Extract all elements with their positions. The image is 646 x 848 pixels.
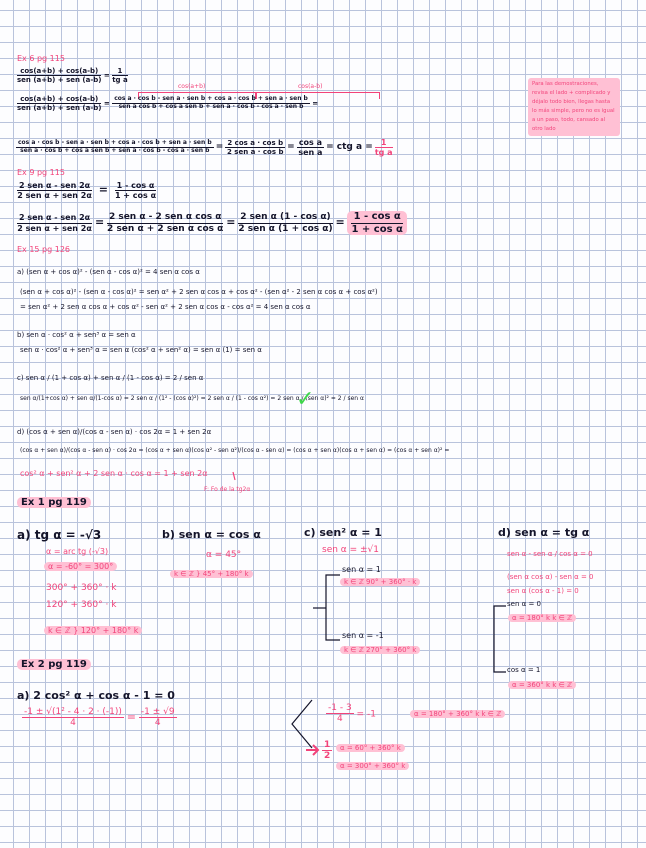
ex3-b2: sen α · cos² α + sen³ α = sen α (cos² α + sen² α) = sen α (1) = sen α xyxy=(20,346,262,354)
ex3-d2: (cos α + sen α)/(cos α - sen α) · cos 2α = (cos α + sen α)(cos α² - sen α²)/(cos α - sen α) = (cos α + sen α)(cos α + sen α) = (cos α + sen α)² = xyxy=(20,447,450,454)
ex4-a-l1: α = arc tg (-√3) xyxy=(46,547,109,556)
ex1-line3: cos a · cos b - sen a · sen b + cos a · cos b + sen a · sen b sen a · cos b + cos a sen b + sen a · cos b - cos a · sen b = $\frac{\text{2 cos a · cos b}}{\text{2 sen a · cos b}}$ = $\frac{\text{cos a}}{\text{sen a}}$ = ctg a = $\frac{1}{\text{tg a}}$ xyxy=(18,138,393,158)
ex4-c-l1: sen α = ±√1 xyxy=(322,545,379,555)
ex4-b-l1: α = 45° xyxy=(206,550,242,560)
ex1-line2: $\frac{\cos(a+b) + \cos(a-b)}{\text{sen (a+b) + sen (a-b)}}$ = cos a · cos b - sen a · sen b + cos a · cos b + sen a · sen b sen a cos b + cos a sen b + sen a · cos b - cos a · sen b = xyxy=(17,95,319,113)
ex3-d1: d) (cos α + sen α)/(cos α - sen α) · cos 2α = 1 + sen 2α xyxy=(17,428,212,436)
ex5-root1: $\frac{-1 - 3}{4}$ = -1 xyxy=(328,703,376,725)
ex5-quadratic: $\frac{\text{-1 ± √(1² - 4 · 2 · (-1))}}{4}$ = $\frac{-1 \pm √9}{4}$ xyxy=(24,707,175,729)
ex4-a-l3: 300° + 360° · k xyxy=(46,583,117,593)
label-cos-diff: cos(a-b) xyxy=(298,83,323,90)
ex3-c1: c) sen α / (1 + cos α) + sen α / (1 - cos α) = 2 / sen α xyxy=(17,374,204,382)
ex4-c-head: c) sen² α = 1 xyxy=(304,526,382,539)
ex5-root2: $\frac{1}{2}$ xyxy=(324,740,331,762)
ex4-d-head: d) sen α = tg α xyxy=(498,526,590,539)
ex4-d-l1: sen α - sen α / cos α = 0 xyxy=(507,550,593,558)
ex4-d-l3: sen α (cos α - 1) = 0 xyxy=(507,587,579,595)
ex4-c-l5: k ∈ ℤ 270° + 360° k xyxy=(340,646,420,654)
case-bracket-d xyxy=(494,606,506,672)
ex4-b-head: b) sen α = cos α xyxy=(162,528,261,541)
ex4-d-l4: sen α = 0 xyxy=(507,600,541,608)
ex4-d-l5: α = 180° k k ∈ ℤ xyxy=(508,614,576,622)
ex4-b-l2: k ∈ ℤ } 45° + 180° k xyxy=(170,570,253,578)
ex3-d3: cos² α + sen² α + 2 sen α · cos α = 1 + sen 2α xyxy=(20,469,208,478)
ex4-title: Ex 1 pg 119 xyxy=(17,497,91,508)
ex5-title: Ex 2 pg 119 xyxy=(17,659,91,670)
ex3-b1: b) sen α · cos² α + sen³ α = sen α xyxy=(17,331,136,339)
ex5-root2-solution-b: α = 300° + 360° k xyxy=(336,762,409,770)
ex1-title: Ex 6 pg 115 xyxy=(17,54,65,63)
margin-note: Para las demostraciones, revisa el lado + complicado y déjalo todo bien, llegas hasta lo más simple, pero no es igual a un paso, todo, cansado al otro lado xyxy=(528,78,620,136)
ex2-line1: $\frac{\text{2 sen α - sen 2α}}{\text{2 sen α + sen 2α}}$ = $\frac{\text{1 - cos α}}{\text{1 + cos α}}$ xyxy=(17,181,157,201)
ex2-title: Ex 9 pg 115 xyxy=(17,168,65,177)
arrow-icon xyxy=(306,745,318,755)
ex3-a2: (sen α + cos α)² - (sen α - cos α)² = sen α² + 2 sen α cos α + cos α² - (sen α² - 2 sen α cos α + cos α²) xyxy=(20,288,378,296)
label-cos-sum: cos(a+b) xyxy=(178,83,206,90)
ex2-line2: $\frac{\text{2 sen α - sen 2α}}{\text{2 sen α + sen 2α}}$ = $\frac{\text{2 sen α - 2 sen α cos α}}{\text{2 sen α + 2 sen α cos α}}$ = $\frac{\text{2 sen α (1 - cos α)}}{\text{2 sen α (1 + cos α)}}$ = $\frac{\text{1 - cos α}}{\text{1 + cos α}}$ xyxy=(17,211,407,235)
ex5-root2-solution-a: α = 60° + 360° k xyxy=(336,744,405,752)
ex3-c2: sen α/(1+cos α) + sen α/(1-cos α) = 2 sen α / (1² - (cos α)²) = 2 sen α / (1 - cos α²) = 2 sen α / (sen α)² = 2 / sen α xyxy=(20,395,364,402)
case-bracket-c xyxy=(326,575,340,640)
ex4-a-l4: 120° + 360° · k xyxy=(46,600,117,610)
solution-split-bracket xyxy=(292,700,312,748)
ex5-root1-solution: α = 180° + 360° k k ∈ ℤ xyxy=(410,710,505,718)
ex4-d-l2: (sen α cos α) - sen α = 0 xyxy=(507,573,594,581)
ex4-a-l5: k ∈ ℤ } 120° + 180° k xyxy=(44,626,142,635)
ex5-equation: a) 2 cos² α + cos α - 1 = 0 xyxy=(17,689,175,702)
ex4-d-l7: α = 360° k k ∈ ℤ xyxy=(508,681,576,689)
ex1-line1: $\frac{\cos(a+b) + \cos(a-b)}{\text{sen (a+b) + sen (a-b)}}$ = $\frac{1}{\text{tg a}}$ xyxy=(17,67,128,85)
ex3-a1: a) (sen α + cos α)² - (sen α - cos α)² = 4 sen α cos α xyxy=(17,268,200,276)
ex4-d-l6: cos α = 1 xyxy=(507,666,541,674)
ex4-c-l3: k ∈ ℤ 90° + 360° · k xyxy=(340,578,420,586)
ex3-d4: F: Fo de la tg2α xyxy=(204,486,251,493)
ex3-a3: = sen α² + 2 sen α cos α + cos α² - sen α² + 2 sen α cos α - cos α² = 4 sen α cos α xyxy=(20,303,311,311)
pointer-line xyxy=(233,472,235,480)
ex4-c-l2: sen α = 1 xyxy=(342,565,381,574)
checkmark-icon: ✓ xyxy=(296,387,315,412)
ex4-a-l2: α = -60° = 300° xyxy=(44,562,117,571)
ex4-c-l4: sen α = -1 xyxy=(342,631,384,640)
ex3-title: Ex 15 pg 126 xyxy=(17,245,71,254)
ex4-a-head: a) tg α = -√3 xyxy=(17,528,102,542)
